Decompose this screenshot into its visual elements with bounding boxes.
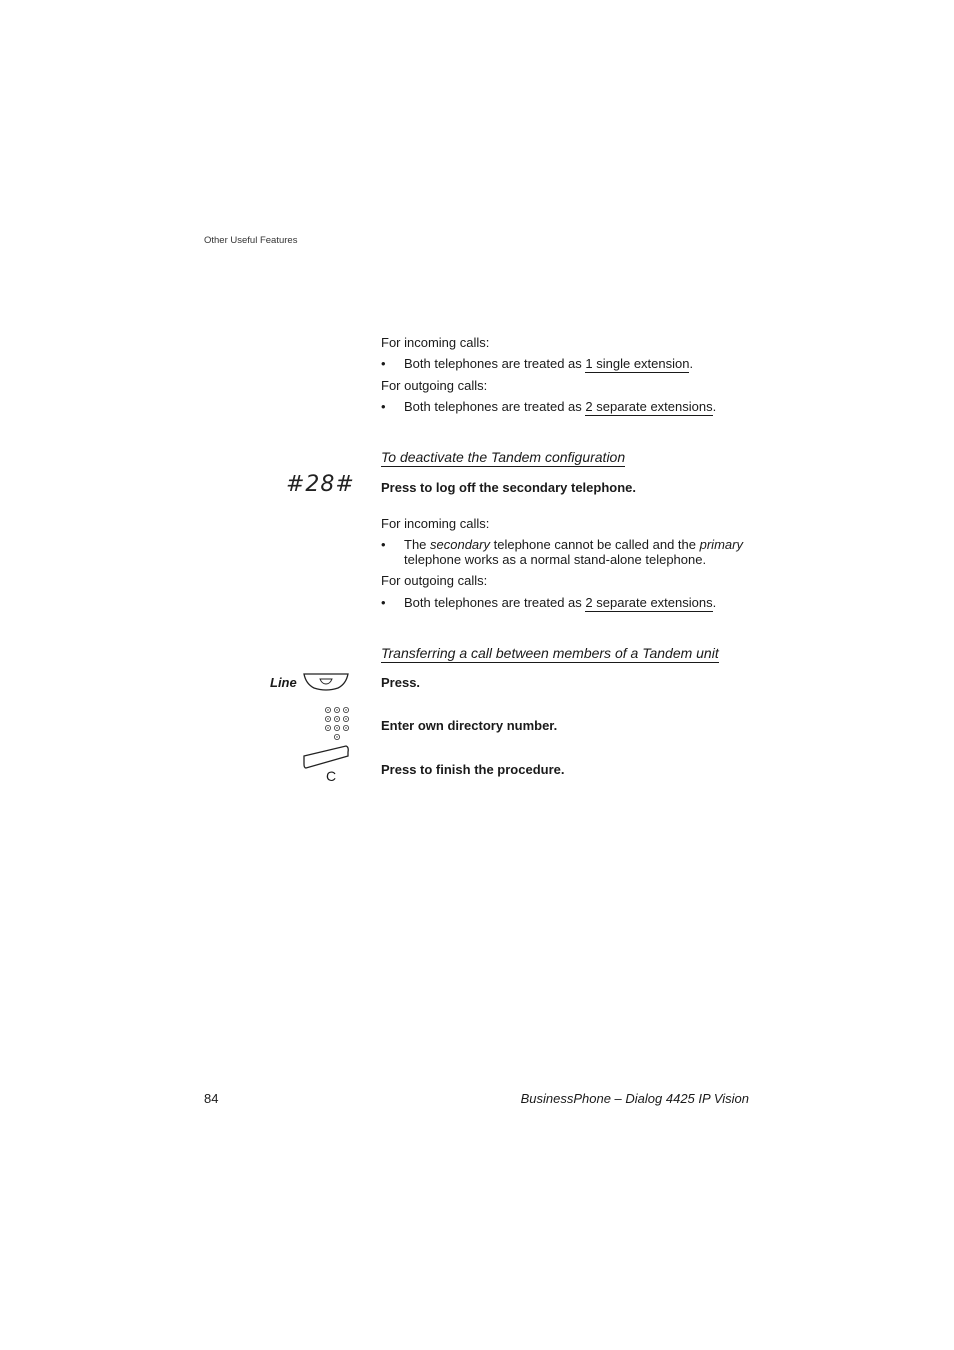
bullet-suffix: . <box>689 356 694 371</box>
instruction-press: Press. <box>381 675 421 690</box>
instruction-finish: Press to finish the procedure. <box>381 762 565 777</box>
bullet-suffix: . <box>712 595 717 610</box>
term-separate-extensions: 2 separate extensions <box>585 595 713 610</box>
keypad-icon <box>324 706 352 747</box>
page-number: 84 <box>204 1091 219 1106</box>
bullet-item <box>404 356 693 371</box>
outgoing-calls-label: For outgoing calls: <box>381 573 488 588</box>
bullet-line-2: telephone works as a normal stand-alone telephone. <box>404 552 707 567</box>
instruction-log-off: Press to log off the secondary telephone. <box>381 480 636 495</box>
term-single-extension: 1 single extension <box>585 356 690 371</box>
bullet-item <box>404 537 764 552</box>
line-key-icon <box>302 672 350 697</box>
term-primary: primary <box>699 537 743 552</box>
bullet-dot: • <box>381 537 386 552</box>
outgoing-calls-label: For outgoing calls: <box>381 378 488 393</box>
bullet-dot: • <box>381 356 386 371</box>
bullet-suffix: . <box>712 399 717 414</box>
incoming-calls-label: For incoming calls: <box>381 516 490 531</box>
bullet-text: The <box>404 537 431 552</box>
footer-title: BusinessPhone – Dialog 4425 IP Vision <box>520 1091 749 1106</box>
line-key-label: Line <box>270 675 297 690</box>
bullet-text: Both telephones are treated as <box>404 356 586 371</box>
bullet-dot: • <box>381 595 386 610</box>
bullet-text: Both telephones are treated as <box>404 399 586 414</box>
incoming-calls-label: For incoming calls: <box>381 335 490 350</box>
running-header: Other Useful Features <box>204 235 298 246</box>
code-28-key: #28# <box>286 472 355 497</box>
section-heading-deactivate: To deactivate the Tandem configuration <box>381 449 626 465</box>
bullet-text: Both telephones are treated as <box>404 595 586 610</box>
term-secondary: secondary <box>430 537 490 552</box>
section-heading-transfer: Transferring a call between members of a Tandem unit <box>381 645 719 661</box>
clear-key-label: C <box>326 768 337 784</box>
term-separate-extensions: 2 separate extensions <box>585 399 713 414</box>
bullet-item <box>404 399 716 414</box>
bullet-dot: • <box>381 399 386 414</box>
instruction-enter-number: Enter own directory number. <box>381 718 558 733</box>
bullet-item <box>404 595 716 610</box>
bullet-text: telephone cannot be called and the <box>490 537 700 552</box>
